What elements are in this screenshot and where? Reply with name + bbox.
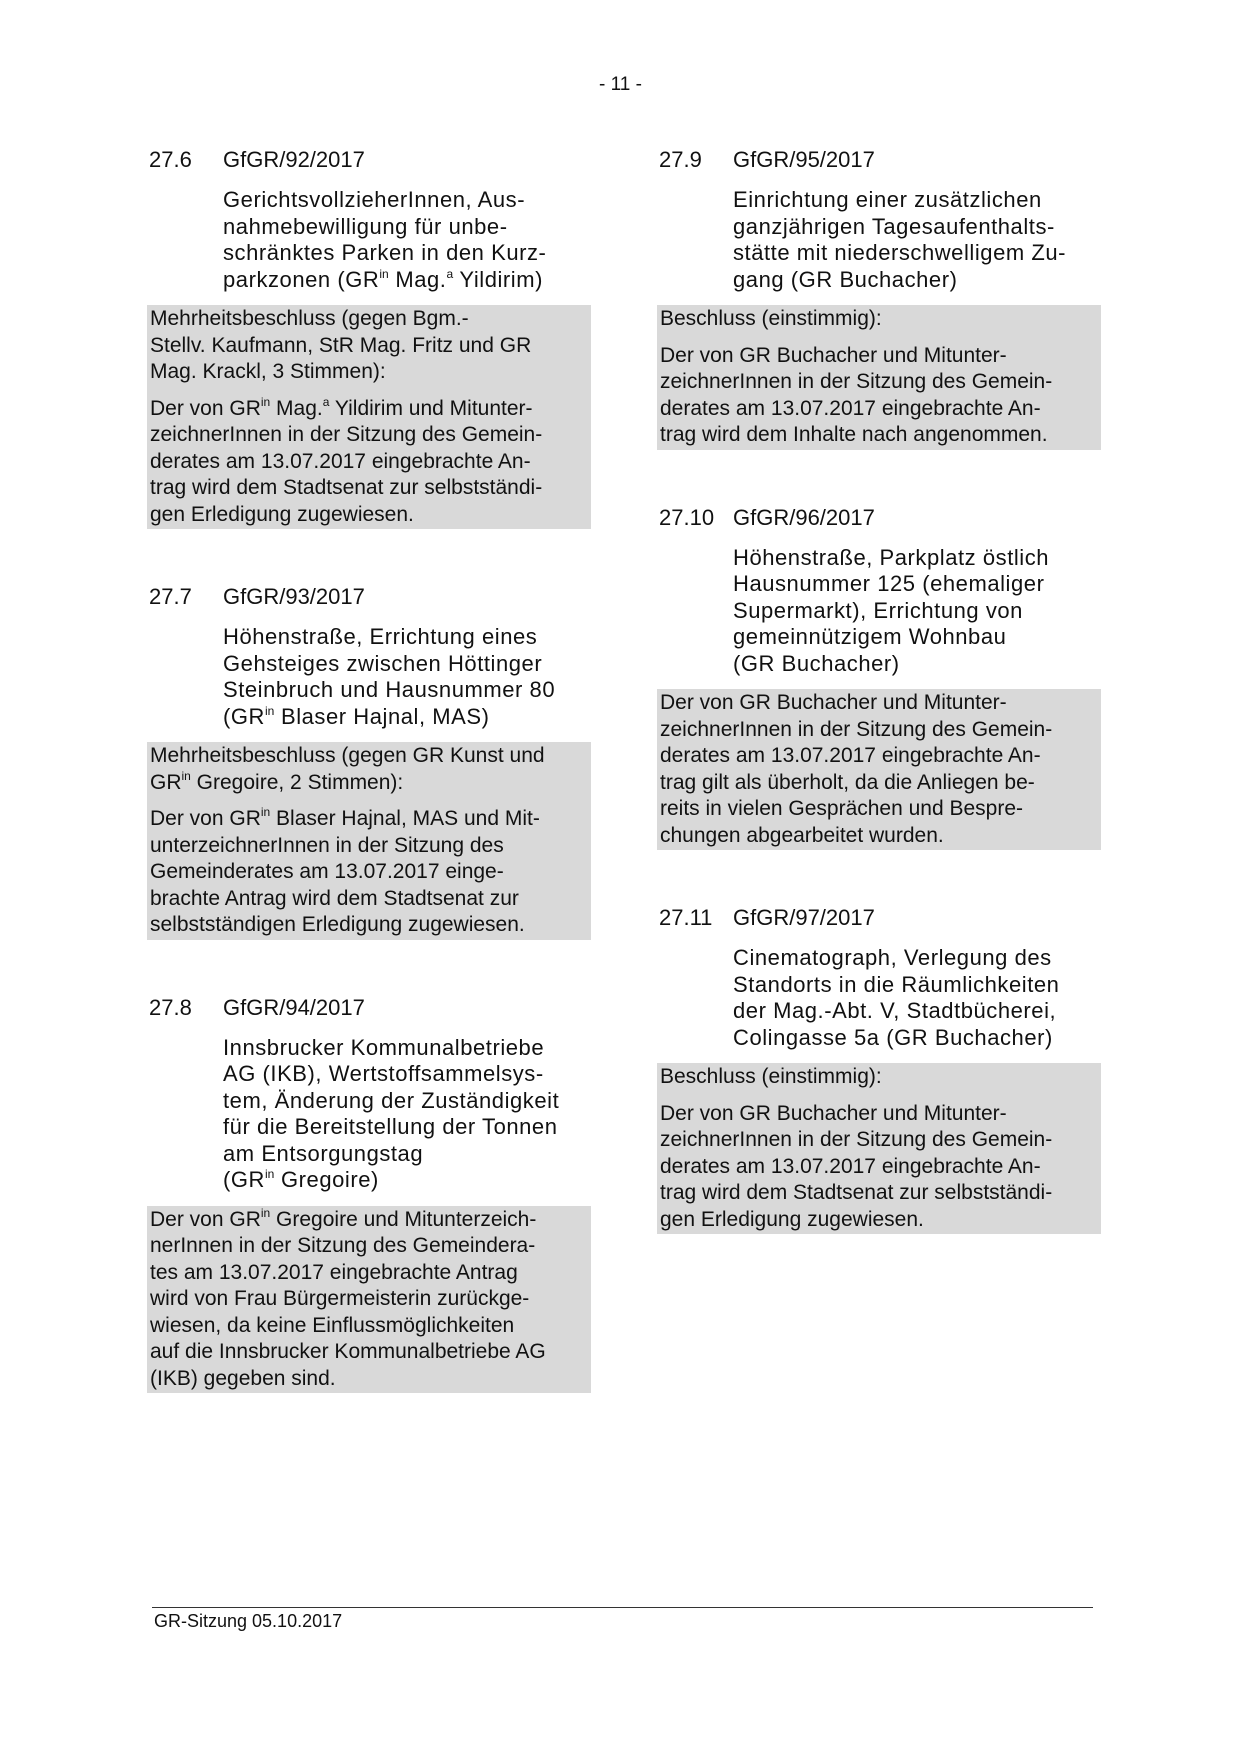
resolution-text: Der von $GR^{in}$ Gregoire und Mitunterzeich- nerInnen in der Sitzung des Gemeindera- tes am 13.07.2017 eingebrachte Antrag wird von Frau Bürgermeisterin zurückge- wiesen, da keine Einflussmöglichkeiten auf die Innsbrucker Kommunalbetriebe AG (IKB) gegeben sind.: [150, 1205, 546, 1390]
subject-line: Cinematograph, Verlegung des: [733, 945, 1052, 970]
subject-line: tem, Änderung der Zuständigkeit: [223, 1087, 560, 1113]
decision-text: Beschluss (einstimmig):: [660, 307, 882, 330]
agenda-item: [657, 905, 1101, 1234]
resolution-box: [147, 1206, 591, 1394]
subject-line: gemeinnützigem Wohnbau: [733, 624, 1007, 649]
subject-line: Steinbruch und Hausnummer 80: [223, 677, 556, 702]
decision-text: Mehrheitsbeschluss (gegen Bgm.- Stellv. Kaufmann, StR Mag. Fritz und GR Mag. Krackl, 3 Stimmen):: [150, 307, 532, 383]
subject-line: ($GR^{in}$ Gregoire): [223, 1167, 379, 1192]
item-header: [657, 905, 1101, 931]
subject-line: gang (GR Buchacher): [733, 266, 958, 292]
subject-line: ($GR^{in}$ Blaser Hajnal, MAS): [223, 703, 490, 729]
subject-line: Standorts in die Räumlichkeiten: [733, 971, 1060, 997]
right-column: [657, 147, 1101, 1234]
item-number: 27.11: [659, 905, 713, 930]
decision-text: Mehrheitsbeschluss (gegen GR Kunst und $GR^{in}$ Gregoire, 2 Stimmen):: [150, 744, 545, 794]
resolution-text: Der von GR Buchacher und Mitunter- zeichnerInnen in der Sitzung des Gemein- derates am 13.07.2017 eingebrachte An- trag gilt als überholt, da die Anliegen be- reits in vielen Gesprächen und Bespre- chungen abgearbeitet wurden.: [660, 691, 1053, 847]
agenda-item: [147, 995, 591, 1394]
footer-text: GR-Sitzung 05.10.2017: [154, 1611, 343, 1631]
resolution-box: [657, 689, 1101, 850]
item-subject: [223, 187, 591, 293]
resolution-text: Der von $GR^{in}$ Blaser Hajnal, MAS und Mit- unterzeichnerInnen in der Sitzung des Gemeinderates am 13.07.2017 einge- brachte Antrag wird dem Stadtsenat zur selbstständigen Erledigung zugewiesen.: [150, 805, 540, 936]
agenda-item: [657, 505, 1101, 851]
subject-line: AG (IKB), Wertstoffsammelsys-: [223, 1061, 544, 1086]
subject-line: für die Bereitstellung der Tonnen: [223, 1114, 558, 1139]
resolution-box: [657, 1063, 1101, 1234]
item-code: GfGR/92/2017: [223, 147, 365, 172]
subject-line: Höhenstraße, Parkplatz östlich: [733, 544, 1050, 570]
item-header: [147, 147, 591, 173]
subject-line: Höhenstraße, Errichtung eines: [223, 624, 538, 649]
item-number: 27.8: [149, 994, 192, 1020]
decision-text: Beschluss (einstimmig):: [660, 1065, 882, 1088]
item-code: GfGR/95/2017: [733, 147, 875, 172]
item-header: [147, 995, 591, 1021]
item-number: 27.7: [149, 584, 192, 609]
item-subject: [733, 187, 1101, 293]
item-code: GfGR/93/2017: [223, 584, 365, 609]
item-header: [657, 147, 1101, 173]
item-number: 27.6: [149, 147, 192, 172]
resolution-text: Der von GR Buchacher und Mitunter- zeichnerInnen in der Sitzung des Gemein- derates am 13.07.2017 eingebrachte An- trag wird dem Stadtsenat zur selbstständi- gen Erledigung zugewiesen.: [660, 1101, 1053, 1231]
subject-line: der Mag.-Abt. V, Stadtbücherei,: [733, 998, 1057, 1023]
subject-line: Supermarkt), Errichtung von: [733, 597, 1023, 623]
agenda-item: [657, 147, 1101, 450]
item-subject: [733, 945, 1101, 1051]
subject-line: parkzonen ($GR^{in}$ Mag.$^a$ Yildirim): [223, 266, 543, 292]
subject-line: Gehsteiges zwischen Höttinger: [223, 650, 543, 676]
page-number: - 11 -: [599, 74, 642, 95]
item-header: [147, 584, 591, 610]
item-subject: [733, 545, 1101, 678]
resolution-box: [147, 742, 591, 940]
subject-line: stätte mit niederschwelligem Zu-: [733, 240, 1067, 265]
subject-line: (GR Buchacher): [733, 650, 900, 676]
subject-line: Hausnummer 125 (ehemaliger: [733, 571, 1045, 596]
resolution-text: Der von $GR^{in}$ Mag.$^a$ Yildirim und Mitunter- zeichnerInnen in der Sitzung des Gemein- derates am 13.07.2017 eingebrachte An- trag wird dem Stadtsenat zur selbstständi- gen Erledigung zugewiesen.: [150, 394, 543, 526]
footer-divider: [152, 1607, 1093, 1608]
item-code: GfGR/97/2017: [733, 905, 875, 930]
left-column: [147, 147, 591, 1393]
resolution-box: [657, 305, 1101, 450]
agenda-item: [147, 584, 591, 940]
subject-line: Einrichtung einer zusätzlichen: [733, 187, 1042, 212]
subject-line: schränktes Parken in den Kurz-: [223, 240, 547, 265]
agenda-item: [147, 147, 591, 529]
subject-line: Colingasse 5a (GR Buchacher): [733, 1024, 1053, 1050]
subject-line: nahmebewilligung für unbe-: [223, 213, 508, 239]
subject-line: am Entsorgungstag: [223, 1140, 424, 1166]
item-code: GfGR/94/2017: [223, 994, 365, 1020]
subject-line: Innsbrucker Kommunalbetriebe: [223, 1034, 545, 1060]
subject-line: GerichtsvollzieherInnen, Aus-: [223, 187, 526, 212]
resolution-box: [147, 305, 591, 529]
subject-line: ganzjährigen Tagesaufenthalts-: [733, 213, 1055, 239]
item-code: GfGR/96/2017: [733, 504, 875, 530]
item-subject: [223, 624, 591, 730]
resolution-text: Der von GR Buchacher und Mitunter- zeichnerInnen in der Sitzung des Gemein- derates am 13.07.2017 eingebrachte An- trag wird dem Inhalte nach angenommen.: [660, 343, 1053, 446]
item-number: 27.10: [659, 504, 715, 530]
item-subject: [223, 1035, 591, 1194]
item-number: 27.9: [659, 147, 702, 172]
item-header: [657, 505, 1101, 531]
